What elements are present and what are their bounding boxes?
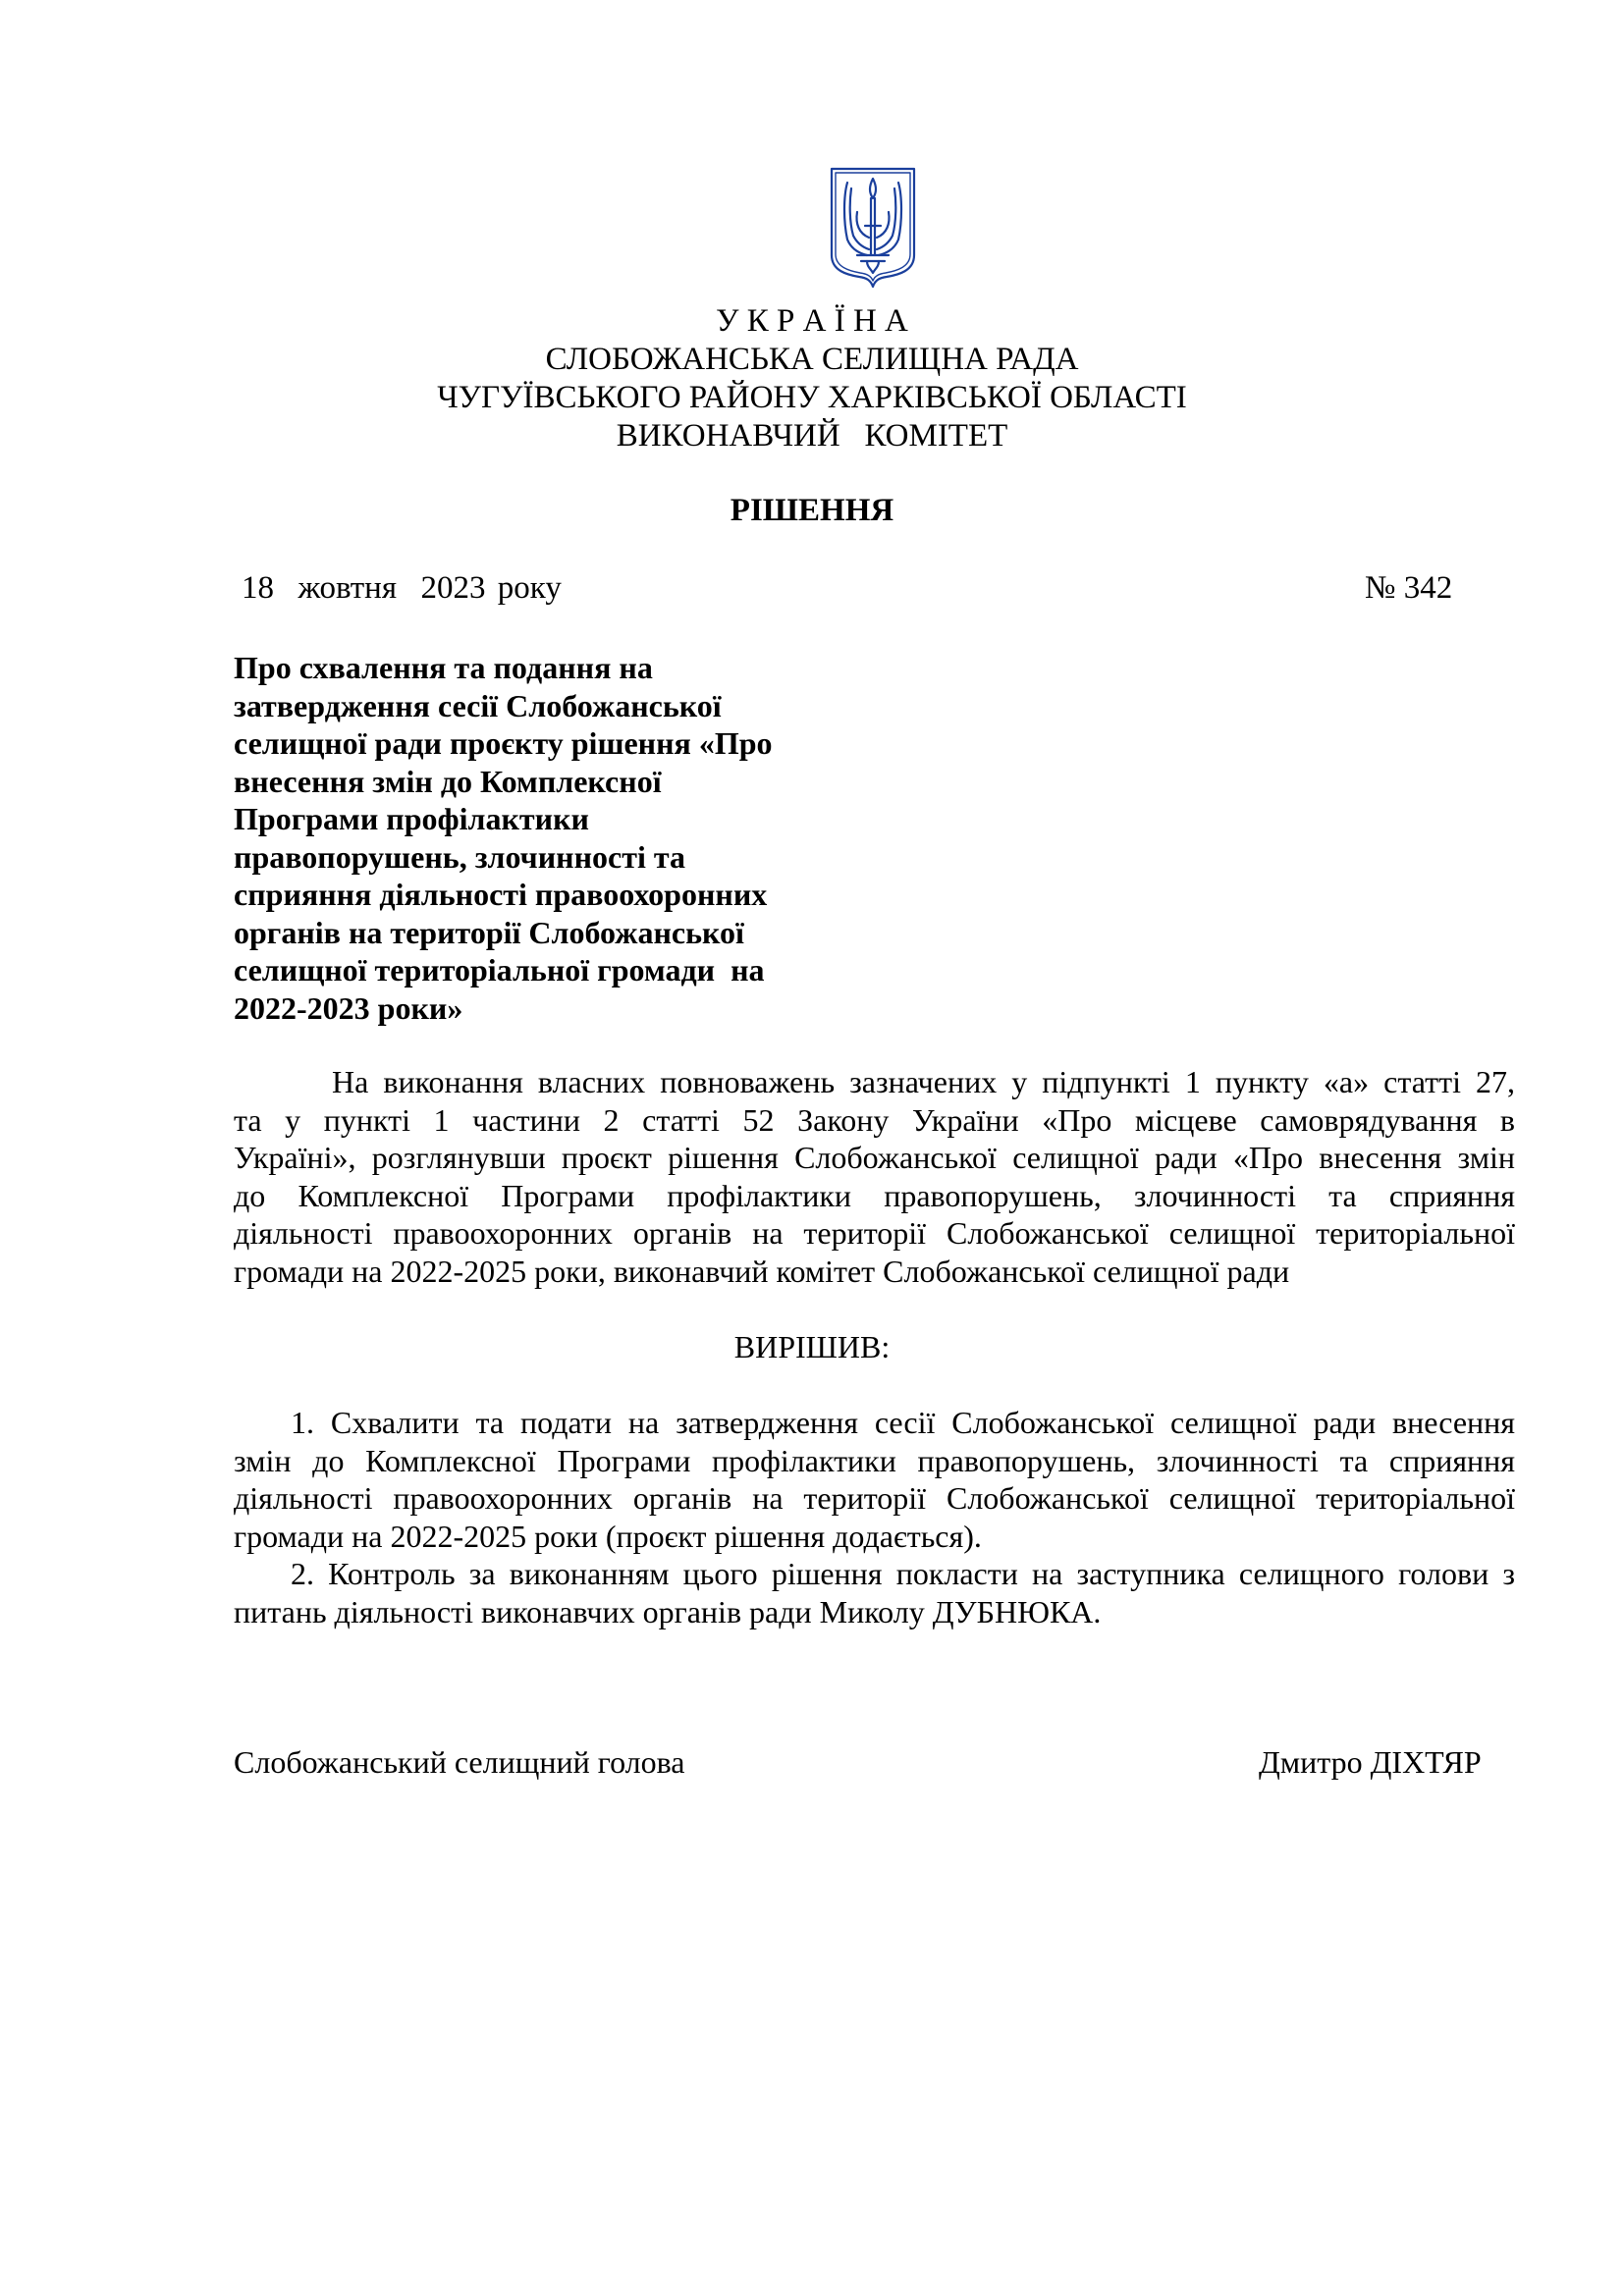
document-header [0, 302, 1624, 455]
subject-line: сприяння діяльності правоохоронних [234, 877, 768, 912]
preamble-line: Україні», розглянувши проєкт рішення Слобожанської селищної ради «Про внесення змін [234, 1140, 1515, 1175]
decision-item-1 [234, 1404, 1515, 1555]
preamble-line: На виконання власних повноважень зазначених у підпункті 1 пункту «а» статті 27, [332, 1064, 1515, 1099]
item-line: діяльності правоохоронних органів на території Слобожанської селищної територіальної [234, 1480, 1515, 1516]
preamble-line: діяльності правоохоронних органів на території Слобожанської селищної територіальної [234, 1215, 1515, 1251]
document-number: № 342 [1365, 570, 1453, 606]
preamble-line: до Комплексної Програми профілактики правопорушень, злочинності та сприяння [234, 1177, 1515, 1213]
subject-line: селищної ради проєкту рішення «Про [234, 725, 773, 761]
item-line: питань діяльності виконавчих органів ради Миколу ДУБНЮКА. [234, 1593, 1102, 1629]
council-name: СЛОБОЖАНСЬКА СЕЛИЩНА РАДА [545, 342, 1079, 377]
item-line: 2. Контроль за виконанням цього рішення покласти на заступника селищного голови з [291, 1556, 1515, 1591]
district-name: ЧУГУЇВСЬКОГО РАЙОНУ ХАРКІВСЬКОЇ ОБЛАСТІ [437, 380, 1187, 415]
document-date: 18 жовтня 2023 року [242, 570, 562, 606]
subject-line: органів на території Слобожанської [234, 914, 744, 950]
committee-name: ВИКОНАВЧИЙ КОМІТЕТ [616, 418, 1008, 454]
subject-line: 2022-2023 роки» [234, 989, 463, 1026]
subject-line: внесення змін до Комплексної [234, 763, 662, 799]
country-name: У К Р А Ї Н А [716, 303, 908, 339]
preamble-line: та у пункті 1 частини 2 статті 52 Закону України «Про місцеве самоврядування в [234, 1101, 1515, 1138]
subject-line: селищної територіальної громади на [234, 952, 765, 988]
subject-line: правопорушень, злочинності та [234, 838, 685, 875]
decision-subject [234, 649, 813, 1027]
item-line: 1. Схвалити та подати на затвердження сесії Слобожанської селищної ради внесення [291, 1405, 1515, 1440]
subject-line: затвердження сесії Слобожанської [234, 687, 722, 723]
signatory-name: Дмитро ДІХТЯР [1259, 1744, 1482, 1780]
subject-line: Програми профілактики [234, 801, 589, 836]
item-line: громади на 2022-2025 роки (проєкт рішення додається). [234, 1518, 982, 1554]
tryzub-coat-of-arms-icon [828, 165, 918, 291]
document-title: РІШЕННЯ [730, 493, 894, 528]
preamble-line: громади на 2022-2025 роки, виконавчий комітет Слобожанської селищної ради [234, 1253, 1290, 1289]
signatory-position: Слобожанський селищний голова [234, 1744, 685, 1780]
item-line: змін до Комплексної Програми профілактики правопорушень, злочинності та сприяння [234, 1442, 1515, 1478]
subject-line: Про схвалення та подання на [234, 650, 653, 685]
decision-item-2 [234, 1555, 1515, 1630]
decided-heading: ВИРІШИВ: [733, 1329, 891, 1364]
preamble-paragraph [234, 1063, 1515, 1290]
